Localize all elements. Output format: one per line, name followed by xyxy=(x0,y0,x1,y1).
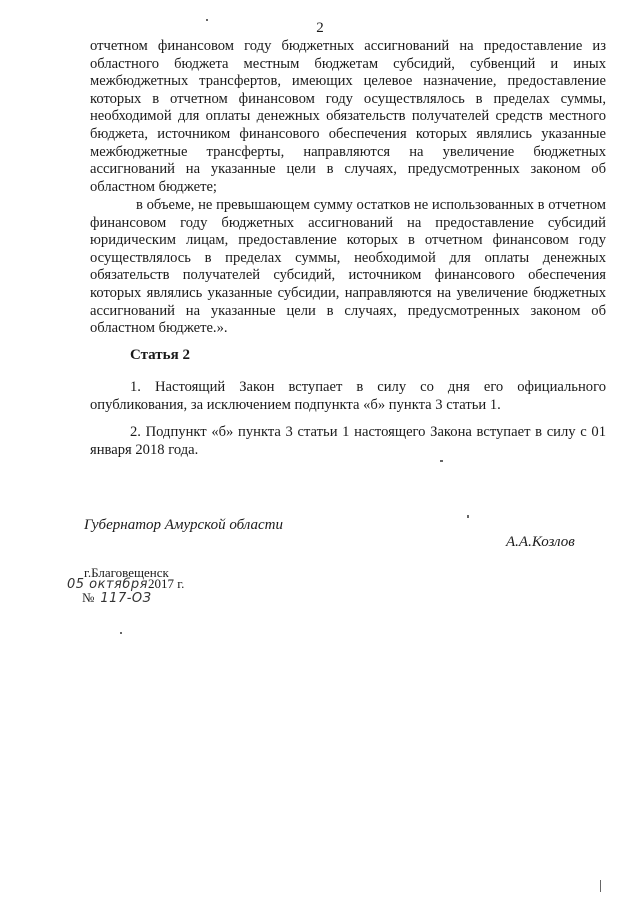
page-number: 2 xyxy=(316,20,324,36)
body-paragraph-1: отчетном финансовом году бюджетных ассигнований на предоставление из областного бюджета местным бюджетам субсидий, субвенций и иных межбюджетных трансфертов, имеющих целевое назначение, предоставление которых в отчетном финансовом году осуществлялось в пределах суммы, необходимой для оплаты денежных обязательств получателей средств местного бюджета, источником финансового обеспечения которых являлись указанные межбюджетные трансферты, направляются на увеличение бюджетных ассигнований на указанные цели в случаях, предусмотренных законом об областном бюджете; xyxy=(90,38,606,195)
date-year: 2017 г. xyxy=(147,576,185,591)
scan-speck xyxy=(440,460,443,462)
place-of-signing: г.Благовещенск xyxy=(84,565,169,580)
article-heading: Статья 2 xyxy=(130,347,190,363)
signature-title: Губернатор Амурской области xyxy=(84,517,284,533)
handwritten-law-number: 117-ОЗ xyxy=(100,591,152,606)
body-paragraph-2: в объеме, не превышающем сумму остатков не использованных в отчетном финансовом году бюджетных ассигнований на предоставление субсидий юридическим лицам, предоставление которых в отчетном финансовом году осуществлялось в пределах суммы, необходимой для оплаты денежных обязательств получателей субсидий, источником финансового обеспечения которых являлись указанные субсидии, направляются на увеличение бюджетных ассигнований на указанные цели в случаях, предусмотренных законом об областном бюджете.». xyxy=(90,197,606,337)
scan-speck xyxy=(600,880,601,892)
handwritten-date: 05 октября xyxy=(67,577,148,592)
signature-name: А.А.Козлов xyxy=(506,534,575,550)
article-item-2: 2. Подпункт «б» пункта 3 статьи 1 настоящего Закона вступает в силу с 01 января 2018 года. xyxy=(90,424,606,458)
article-item-1: 1. Настоящий Закон вступает в силу со дня его официального опубликования, за исключением подпункта «б» пункта 3 статьи 1. xyxy=(90,379,606,413)
law-number-line xyxy=(82,590,151,606)
scan-speck xyxy=(467,515,469,518)
scan-speck xyxy=(120,632,122,634)
number-sign: № xyxy=(82,590,95,605)
scan-speck xyxy=(206,19,208,21)
